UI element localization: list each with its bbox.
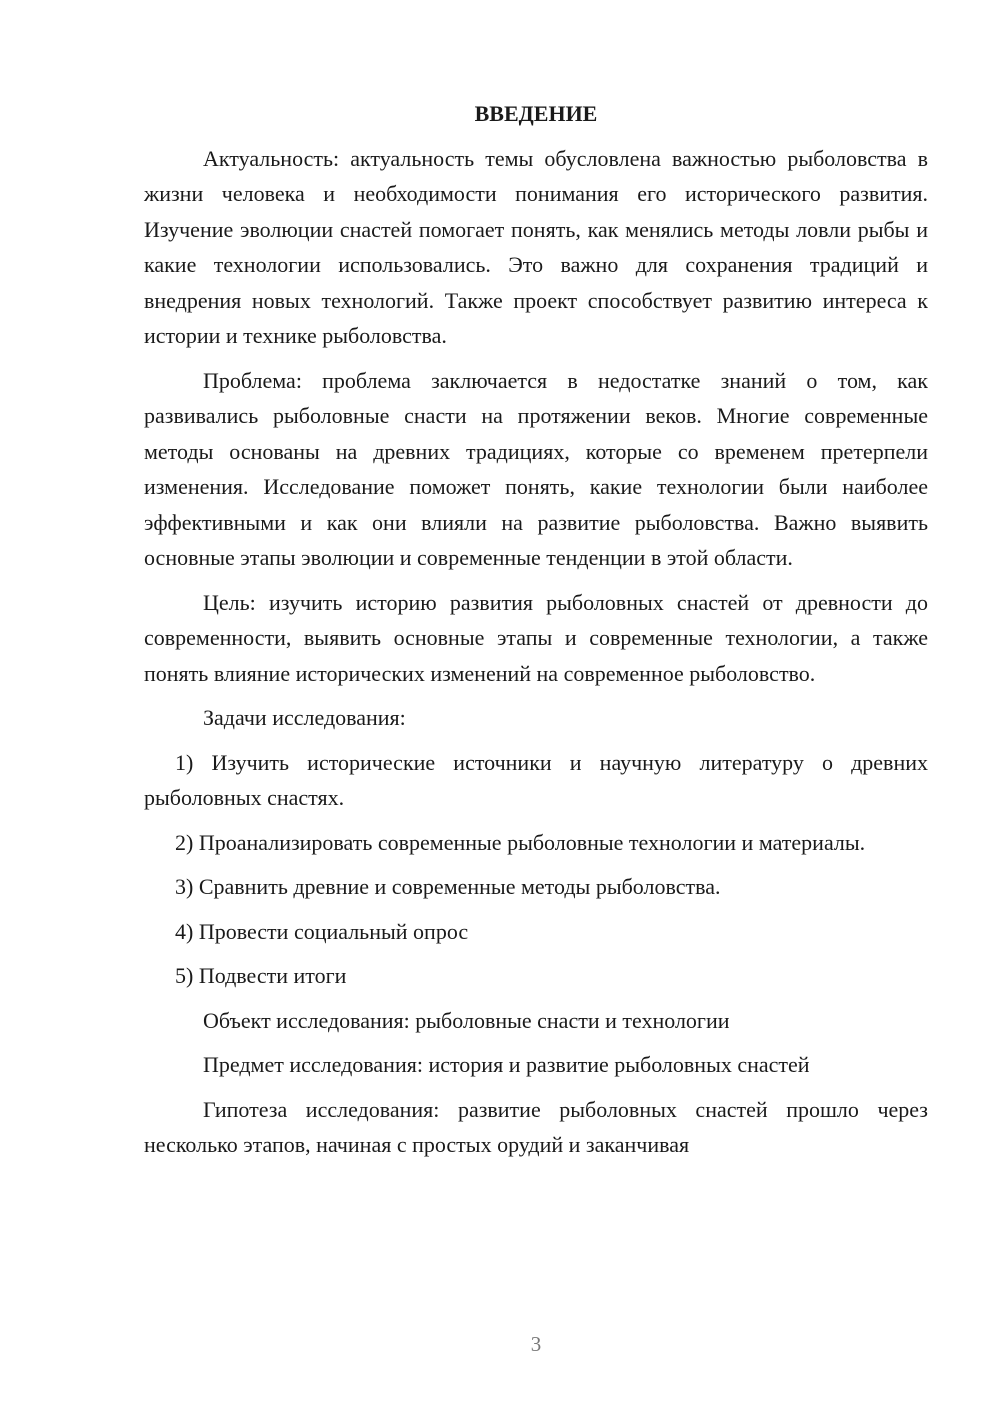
section-title: ВВЕДЕНИЕ (474, 101, 598, 126)
relevance-paragraph: Актуальность: актуальность темы обусловлена важностью рыболовства в жизни человека и необходимости понимания его исторического развития. Изучение эволюции снастей помогает понять, как менялись методы ловли рыбы и какие технологии использовались. Это важно для сохранения традиций и внедрения новых технологий. Также проект способствует развитию интереса к истории и технике рыболовства. (144, 145, 928, 348)
task-item-2: 2) Проанализировать современные рыболовные технологии и материалы. (175, 829, 866, 855)
task-item-5: 5) Подвести итоги (175, 963, 347, 988)
page-number: 3 (530, 1332, 542, 1356)
tasks-heading: Задачи исследования: (203, 705, 406, 730)
task-item-4: 4) Провести социальный опрос (175, 918, 469, 944)
problem-paragraph: Проблема: проблема заключается в недостатке знаний о том, как развивались рыболовные снасти на протяжении веков. Многие современные методы основаны на древних традициях, которые со временем претерпели изменения. Исследование поможет понять, какие технологии были наиболее эффективными и как они влияли на развитие рыболовства. Важно выявить основные этапы эволюции и современные тенденции в этой области. (144, 367, 928, 570)
task-item-3: 3) Сравнить древние и современные методы рыболовства. (175, 874, 721, 899)
research-subject: Предмет исследования: история и развитие рыболовных снастей (203, 1052, 810, 1077)
goal-paragraph: Цель: изучить историю развития рыболовных снастей от древности до современности, выявить основные этапы и современные технологии, а также понять влияние исторических изменений на современное рыболовство. (144, 589, 928, 686)
research-object: Объект исследования: рыболовные снасти и технологии (203, 1007, 730, 1033)
task-item-1: 1) Изучить исторические источники и научную литературу о древних рыболовных снастях. (144, 749, 928, 810)
page-content (144, 96, 928, 1172)
hypothesis-paragraph: Гипотеза исследования: развитие рыболовных снастей прошло через несколько этапов, начиная с простых орудий и заканчивая (144, 1096, 928, 1157)
